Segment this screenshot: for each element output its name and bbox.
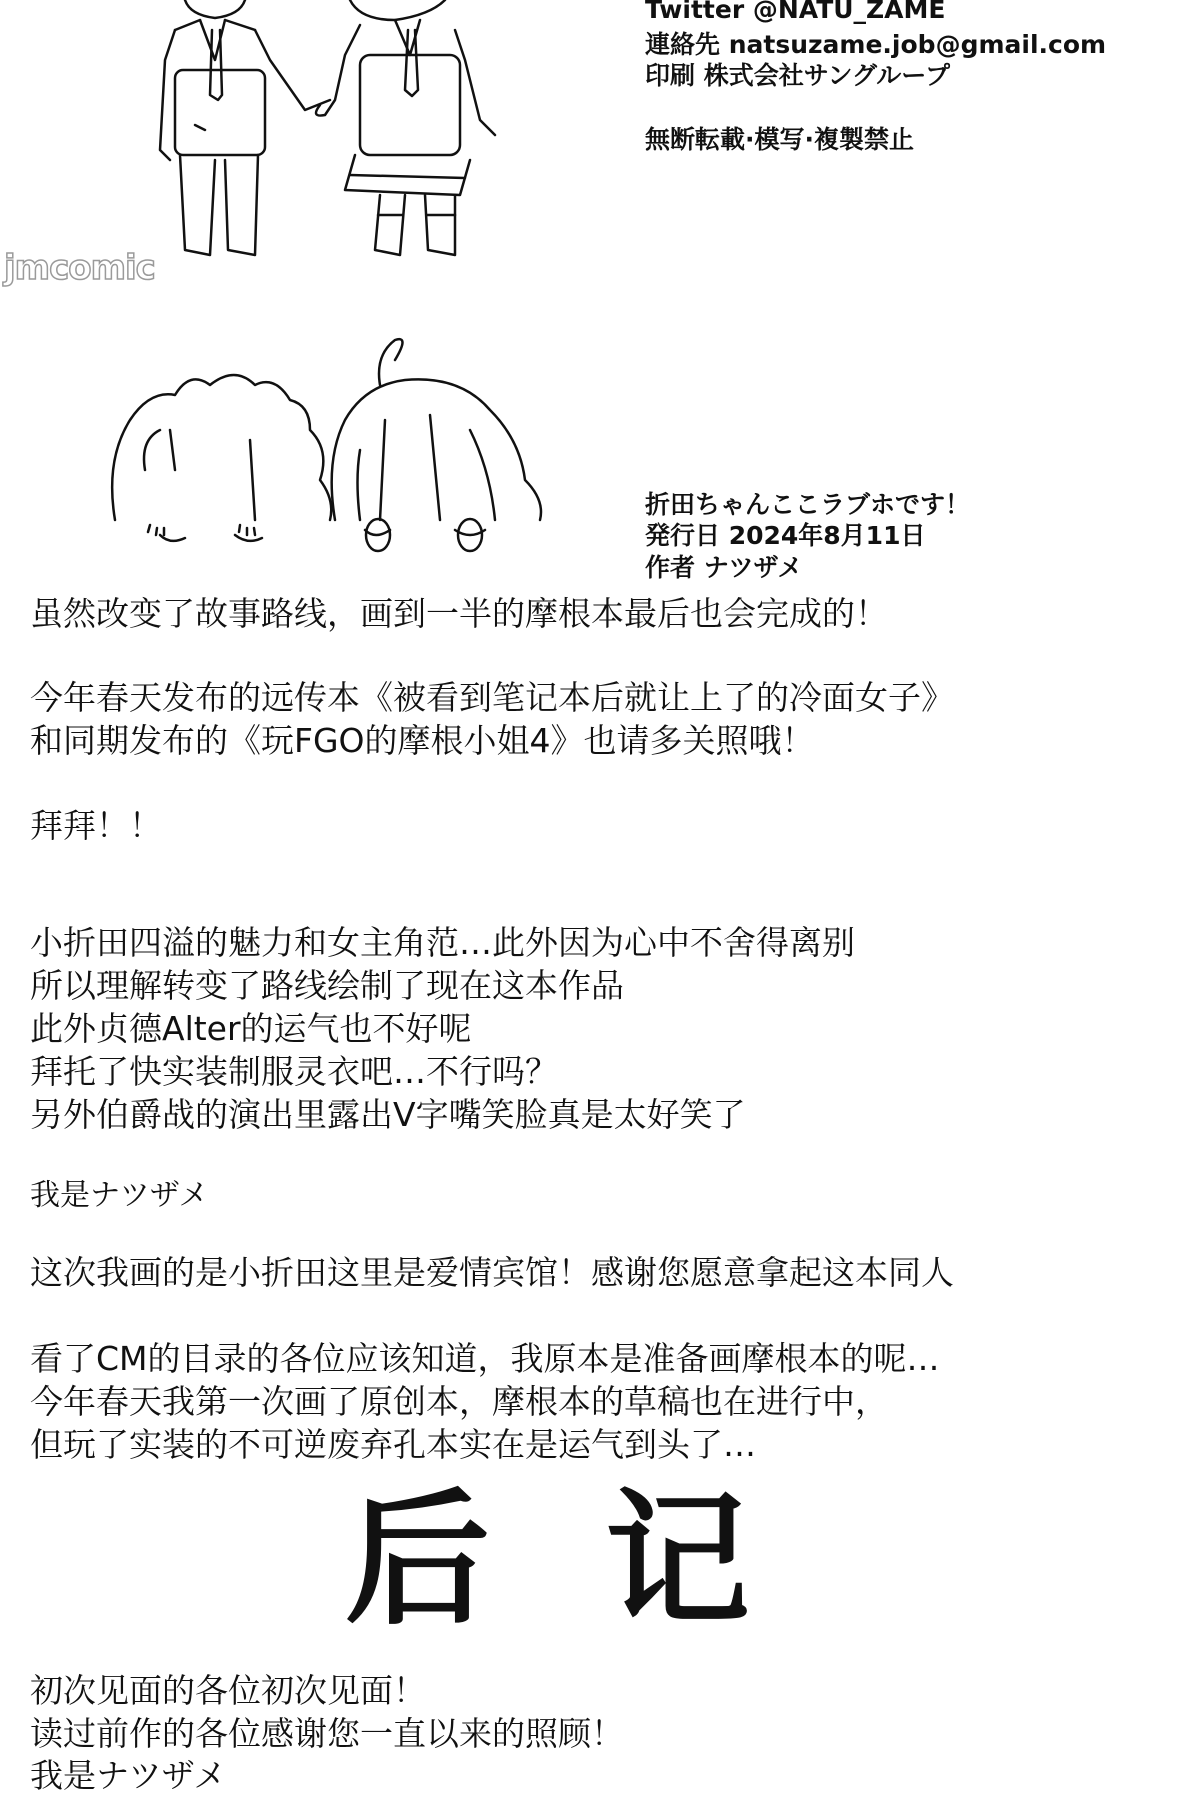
text-line: 这次我画的是小折田这里是爱情宾馆！感谢您愿意拿起这本同人	[30, 1253, 954, 1292]
text-line: 我是ナツザメ	[30, 1178, 209, 1213]
text-line: 拜拜！！	[30, 806, 162, 845]
text-line: 看了CM的目录的各位应该知道，我原本是准备画摩根本的呢…	[30, 1339, 940, 1378]
text-line: 读过前作的各位感谢您一直以来的照顾！	[30, 1714, 624, 1753]
watermark: jmcomic	[4, 248, 155, 288]
colophon-author: 作者 ナツザメ	[645, 553, 803, 582]
colophon-publish-date: 発行日 2024年8月11日	[645, 521, 926, 550]
colophon-book-title: 折田ちゃんここラブホです！	[645, 490, 971, 519]
text-line: 但玩了实装的不可逆废弃孔本实在是运气到头了…	[30, 1425, 756, 1464]
afterword-heading-left: 后	[345, 1476, 490, 1645]
colophon-copyright: 無断転載·模写·複製禁止	[645, 125, 914, 154]
afterword-heading-right: 记	[605, 1476, 750, 1645]
text-line: 另外伯爵战的演出里露出V字嘴笑脸真是太好笑了	[30, 1095, 746, 1134]
text-line: 虽然改变了故事路线，画到一半的摩根本最后也会完成的！	[30, 594, 888, 633]
text-line: 今年春天发布的远传本《被看到笔记本后就让上了的冷面女子》	[30, 678, 954, 717]
text-line: 今年春天我第一次画了原创本，摩根本的草稿也在进行中，	[30, 1382, 888, 1421]
text-line: 拜托了快实装制服灵衣吧…不行吗？	[30, 1052, 558, 1091]
chibi-characters-illustration	[0, 0, 1200, 590]
text-line: 和同期发布的《玩FGO的摩根小姐4》也请多关照哦！	[30, 721, 815, 760]
text-line: 所以理解转变了路线绘制了现在这本作品	[30, 966, 624, 1005]
colophon-twitter: Twitter @NATU_ZAME	[645, 0, 946, 24]
text-line: 此外贞德Alter的运气也不好呢	[30, 1009, 472, 1048]
text-line: 初次见面的各位初次见面！	[30, 1671, 426, 1710]
colophon-contact: 連絡先 natsuzame.job@gmail.com	[645, 30, 1107, 59]
text-line: 我是ナツザメ	[30, 1756, 227, 1795]
text-line: 小折田四溢的魅力和女主角范…此外因为心中不舍得离别	[30, 923, 855, 962]
colophon-printer: 印刷 株式会社サングループ	[645, 61, 950, 90]
